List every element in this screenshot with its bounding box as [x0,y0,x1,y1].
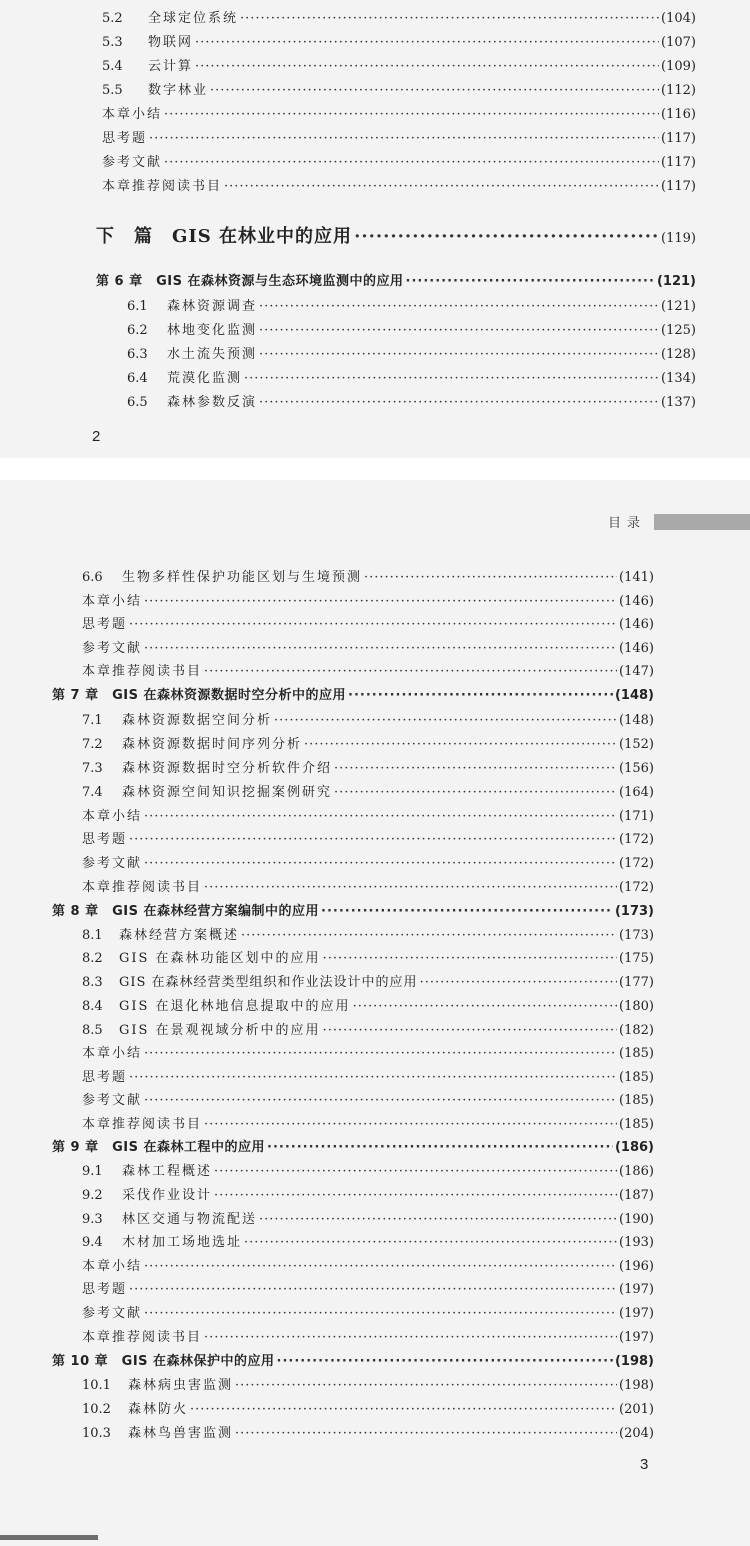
entry-title: 全球定位系统 [148,11,239,26]
entry-page: (137) [661,395,696,410]
toc-entry[interactable] [82,924,654,943]
entry-number: 5.4 [102,59,123,74]
entry-number: 6.6 [82,570,103,585]
entry-title: 生物多样性保护功能区划与生境预测 [122,570,363,585]
entry-title: 森林经营方案概述 [119,928,240,943]
entry-title: 森林工程概述 [122,1164,213,1179]
entry-title: 参考文献 [82,1306,143,1321]
entry-number: 6.5 [127,395,148,410]
toc-entry[interactable] [82,1326,654,1345]
leader-dots [277,1354,613,1369]
leader-dots [129,1070,617,1085]
leader-dots [235,1378,617,1393]
entry-page: (141) [619,570,654,585]
entry-number: 5.3 [102,35,123,50]
toc-entry[interactable] [82,1422,654,1441]
entry-number: 5.2 [102,11,123,26]
entry-page: (171) [619,809,654,824]
chapter-page: (121) [656,274,696,289]
toc-entry[interactable] [82,1374,654,1393]
entry-title: 思考题 [82,1282,128,1297]
entry-page: (116) [661,107,696,122]
entry-page: (156) [619,761,654,776]
entry-page: (172) [619,832,654,847]
leader-dots [214,1188,617,1203]
toc-entry[interactable] [127,295,696,314]
leader-dots [259,1212,617,1227]
leader-dots [144,594,617,609]
entry-number: 9.1 [82,1164,103,1179]
toc-entry[interactable] [82,757,654,776]
toc-page-left [0,0,750,458]
entry-number: 8.1 [82,928,103,943]
entry-title: GIS 在森林经营类型组织和作业法设计中的应用 [119,975,418,990]
chapter-page: (198) [614,1354,654,1369]
page-gap [0,458,750,480]
leader-dots [144,1259,617,1274]
toc-entry[interactable] [127,319,696,338]
leader-dots [259,347,659,362]
entry-page: (185) [619,1046,654,1061]
chapter-heading[interactable] [52,900,654,919]
entry-page: (197) [619,1282,654,1297]
entry-title: 参考文献 [102,155,163,170]
entry-title: 数字林业 [148,83,209,98]
entry-page: (177) [619,975,654,990]
leader-dots [334,761,617,776]
entry-number: 6.2 [127,323,148,338]
toc-entry[interactable] [82,613,654,632]
entry-page: (117) [661,179,696,194]
toc-entry[interactable] [102,31,696,50]
entry-number: 5.5 [102,83,123,98]
entry-number: 9.4 [82,1235,103,1250]
entry-number: 10.2 [82,1402,111,1417]
leader-dots [164,107,659,122]
entry-number: 6.1 [127,299,148,314]
entry-page: (187) [619,1188,654,1203]
chapter-heading[interactable] [52,1350,654,1369]
corner-bar [0,1535,98,1540]
entry-title: 参考文献 [82,1093,143,1108]
toc-entry[interactable] [82,1208,654,1227]
leader-dots [267,1140,613,1155]
toc-entry[interactable] [82,1066,654,1085]
toc-entry[interactable] [82,709,654,728]
chapter-title: 第 10 章 GIS 在森林保护中的应用 [52,1354,275,1369]
toc-entry[interactable] [82,781,654,800]
toc-entry[interactable] [102,7,696,26]
entry-number: 8.3 [82,975,103,990]
entry-title: 林地变化监测 [167,323,258,338]
toc-entry[interactable] [82,1302,654,1321]
entry-title: 云计算 [148,59,194,74]
entry-title: 森林资源空间知识挖掘案例研究 [122,785,333,800]
toc-entry[interactable] [82,1398,654,1417]
leader-dots [364,570,617,585]
leader-dots [204,664,617,679]
entry-title: 森林资源数据时间序列分析 [122,737,303,752]
entry-page: (107) [661,35,696,50]
entry-title: 思考题 [82,617,128,632]
chapter-heading[interactable] [96,270,696,289]
toc-entry[interactable] [82,947,654,966]
entry-page: (146) [619,617,654,632]
entry-number: 6.3 [127,347,148,362]
leader-dots [149,131,659,146]
leader-dots [144,1046,617,1061]
entry-title: 思考题 [82,1070,128,1085]
part-page: (119) [661,231,696,246]
chapter-title: 第 8 章 GIS 在森林经营方案编制中的应用 [52,904,319,919]
leader-dots [129,617,617,632]
toc-entry[interactable] [82,1042,654,1061]
leader-dots [144,641,617,656]
toc-entry[interactable] [102,55,696,74]
leader-dots [348,688,613,703]
leader-dots [129,1282,617,1297]
entry-page: (186) [619,1164,654,1179]
entry-title: GIS 在退化林地信息提取中的应用 [119,999,351,1014]
entry-title: 本章推荐阅读书目 [82,1117,203,1132]
leader-dots [210,83,659,98]
entry-title: 森林病虫害监测 [128,1378,234,1393]
entry-page: (109) [661,59,696,74]
entry-number: 10.1 [82,1378,111,1393]
toc-entry[interactable] [82,637,654,656]
entry-title: 物联网 [148,35,194,50]
entry-title: GIS 在森林功能区划中的应用 [119,951,321,966]
leader-dots [323,951,617,966]
toc-entry[interactable] [82,566,654,585]
entry-page: (198) [619,1378,654,1393]
entry-page: (197) [619,1306,654,1321]
chapter-page: (173) [614,904,654,919]
leader-dots [144,1093,617,1108]
page-number: 3 [640,1456,649,1473]
leader-dots [244,1235,617,1250]
toc-entry[interactable] [82,1160,654,1179]
entry-title: 水土流失预测 [167,347,258,362]
entry-title: 森林参数反演 [167,395,258,410]
leader-dots [190,1402,617,1417]
leader-dots [235,1426,617,1441]
entry-title: 参考文献 [82,641,143,656]
entry-title: 林区交通与物流配送 [122,1212,258,1227]
entry-number: 9.2 [82,1188,103,1203]
entry-page: (190) [619,1212,654,1227]
leader-dots [240,11,659,26]
entry-number: 6.4 [127,371,148,386]
entry-number: 7.1 [82,713,103,728]
leader-dots [214,1164,617,1179]
entry-page: (146) [619,594,654,609]
entry-title: 本章推荐阅读书目 [82,664,203,679]
chapter-title: 第 9 章 GIS 在森林工程中的应用 [52,1140,265,1155]
toc-entry[interactable] [82,1278,654,1297]
toc-entry[interactable] [82,1113,654,1132]
entry-title: 采伐作业设计 [122,1188,213,1203]
leader-dots [144,809,617,824]
leader-dots [144,1306,617,1321]
entry-title: 本章小结 [82,1046,143,1061]
leader-dots [195,35,659,50]
entry-page: (164) [619,785,654,800]
leader-dots [259,395,659,410]
leader-dots [323,1023,617,1038]
toc-entry[interactable] [82,590,654,609]
entry-title: 荒漠化监测 [167,371,243,386]
toc-entry[interactable] [102,127,696,146]
leader-dots [406,274,655,289]
leader-dots [164,155,659,170]
entry-title: 本章推荐阅读书目 [82,880,203,895]
leader-dots [259,299,659,314]
part-title: 下 篇 GIS 在林业中的应用 [96,226,353,247]
entry-title: 本章小结 [82,1259,143,1274]
running-head: 目录 [608,516,647,531]
leader-dots [241,928,617,943]
page-number: 2 [92,428,101,445]
leader-dots [259,323,659,338]
entry-title: 森林资源调查 [167,299,258,314]
leader-dots [354,226,659,247]
entry-title: 木材加工场地选址 [122,1235,243,1250]
entry-page: (134) [661,371,696,386]
leader-dots [144,856,617,871]
leader-dots [334,785,617,800]
entry-number: 8.2 [82,951,103,966]
entry-page: (104) [661,11,696,26]
entry-page: (172) [619,880,654,895]
entry-page: (180) [619,999,654,1014]
entry-page: (193) [619,1235,654,1250]
toc-entry[interactable] [82,660,654,679]
entry-title: 森林资源数据空间分析 [122,713,273,728]
toc-entry[interactable] [127,367,696,386]
toc-entry[interactable] [127,343,696,362]
entry-page: (175) [619,951,654,966]
toc-entry[interactable] [127,391,696,410]
leader-dots [274,713,617,728]
entry-number: 7.4 [82,785,103,800]
entry-page: (182) [619,1023,654,1038]
toc-entry[interactable] [82,1255,654,1274]
chapter-page: (148) [614,688,654,703]
entry-title: 本章推荐阅读书目 [82,1330,203,1345]
leader-dots [129,832,617,847]
entry-page: (185) [619,1093,654,1108]
entry-page: (128) [661,347,696,362]
entry-page: (148) [619,713,654,728]
entry-page: (152) [619,737,654,752]
toc-entry[interactable] [82,1089,654,1108]
entry-title: 森林资源数据时空分析软件介绍 [122,761,333,776]
leader-dots [321,904,613,919]
header-bar [654,514,750,530]
toc-entry[interactable] [82,805,654,824]
chapter-title: 第 7 章 GIS 在森林资源数据时空分析中的应用 [52,688,346,703]
entry-page: (201) [619,1402,654,1417]
entry-title: 森林防火 [128,1402,189,1417]
toc-entry[interactable] [102,79,696,98]
leader-dots [304,737,617,752]
entry-page: (112) [661,83,696,98]
toc-entry[interactable] [102,151,696,170]
entry-page: (117) [661,131,696,146]
toc-entry[interactable] [82,733,654,752]
leader-dots [353,999,617,1014]
entry-title: 参考文献 [82,856,143,871]
entry-title: 本章推荐阅读书目 [102,179,223,194]
toc-page-right [0,480,750,1546]
toc-entry[interactable] [82,995,654,1014]
leader-dots [244,371,659,386]
entry-page: (125) [661,323,696,338]
leader-dots [420,975,617,990]
toc-entry[interactable] [82,1184,654,1203]
toc-entry[interactable] [82,971,654,990]
entry-page: (146) [619,641,654,656]
entry-number: 9.3 [82,1212,103,1227]
leader-dots [204,1117,617,1132]
leader-dots [224,179,659,194]
entry-page: (196) [619,1259,654,1274]
entry-title: 本章小结 [82,809,143,824]
entry-page: (172) [619,856,654,871]
toc-entry[interactable] [82,876,654,895]
entry-title: 本章小结 [82,594,143,609]
entry-title: 本章小结 [102,107,163,122]
toc-entry[interactable] [102,175,696,194]
toc-entry[interactable] [82,828,654,847]
chapter-heading[interactable] [52,684,654,703]
toc-entry[interactable] [102,103,696,122]
toc-entry[interactable] [82,1019,654,1038]
entry-number: 8.4 [82,999,103,1014]
entry-title: 森林鸟兽害监测 [128,1426,234,1441]
leader-dots [204,880,617,895]
toc-entry[interactable] [82,1231,654,1250]
entry-page: (185) [619,1117,654,1132]
entry-number: 10.3 [82,1426,111,1441]
entry-page: (173) [619,928,654,943]
entry-page: (197) [619,1330,654,1345]
chapter-title: 第 6 章 GIS 在森林资源与生态环境监测中的应用 [96,274,404,289]
entry-title: GIS 在景观视域分析中的应用 [119,1023,321,1038]
chapter-page: (186) [614,1140,654,1155]
part-heading[interactable] [96,222,696,248]
chapter-heading[interactable] [52,1136,654,1155]
entry-page: (117) [661,155,696,170]
entry-page: (147) [619,664,654,679]
toc-entry[interactable] [82,852,654,871]
entry-number: 7.2 [82,737,103,752]
leader-dots [204,1330,617,1345]
entry-page: (121) [661,299,696,314]
entry-title: 思考题 [102,131,148,146]
entry-title: 思考题 [82,832,128,847]
leader-dots [195,59,659,74]
entry-page: (185) [619,1070,654,1085]
entry-page: (204) [619,1426,654,1441]
entry-number: 7.3 [82,761,103,776]
entry-number: 8.5 [82,1023,103,1038]
